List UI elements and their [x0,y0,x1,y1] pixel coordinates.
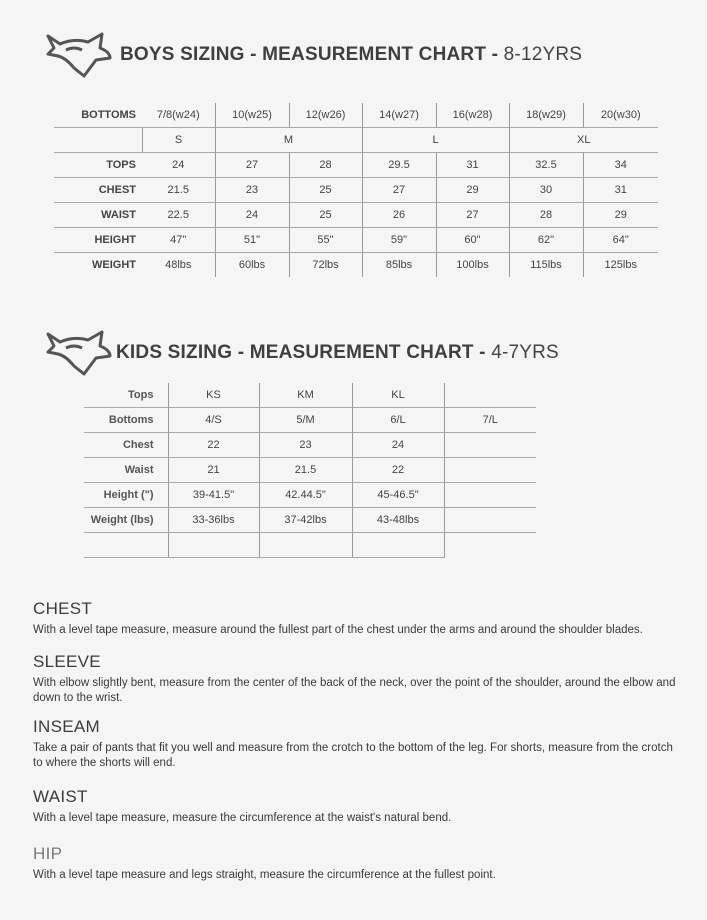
size-cell-l: L [362,128,509,153]
kids-heading [44,328,559,378]
table-cell: 10(w25) [215,103,289,128]
table-row [54,228,658,253]
table-cell: 29 [583,203,658,228]
guide-heading: CHEST [33,599,93,618]
row-label-waist: WAIST [54,203,142,228]
table-cell: 51" [215,228,289,253]
table-cell [444,383,536,408]
table-cell: 21 [168,458,259,483]
row-label-bottoms: BOTTOMS [54,103,142,128]
guide-chest [33,599,683,638]
guide-waist [33,787,683,826]
boys-age-range: 8-12YRS [503,44,583,65]
table-cell-empty [54,128,142,153]
table-cell: 37-42lbs [259,508,352,533]
size-cell-s: S [142,128,215,153]
table-cell: 5/M [259,408,352,433]
table-row [84,433,536,458]
table-cell: 12(w26) [289,103,362,128]
row-label-height: Height (") [84,483,168,508]
table-cell: 27 [362,178,436,203]
table-cell: 28 [289,153,362,178]
table-cell: 42.44.5" [259,483,352,508]
table-cell: 59" [362,228,436,253]
size-cell-m: M [215,128,362,153]
fox-head-logo-icon [44,328,114,378]
row-label-chest: Chest [84,433,168,458]
fox-head-logo-icon [44,30,114,80]
table-cell: 24 [352,433,444,458]
table-row [54,253,658,278]
table-cell: 125lbs [604,259,637,271]
table-cell: 33-36lbs [168,508,259,533]
table-cell: 23 [259,433,352,458]
table-cell-empty [168,533,259,558]
table-cell: 21.5 [259,458,352,483]
table-cell: 47" [142,228,215,253]
row-label-bottoms: Bottoms [84,408,168,433]
guide-text: With a level tape measure, measure the circumference at the waist's natural bend. [33,812,452,824]
table-cell: 60" [436,228,509,253]
table-cell: 28 [509,203,583,228]
kids-title: KIDS SIZING - MEASUREMENT CHART - 4-7YRS [116,342,559,363]
boys-title: BOYS SIZING - MEASUREMENT CHART - 8-12YRS [120,44,583,65]
table-cell: 72lbs [289,253,362,278]
row-label-chest: CHEST [54,178,142,203]
table-cell: 7/L [444,408,536,433]
table-cell: 29.5 [362,153,436,178]
table-cell: 24 [142,153,215,178]
guide-heading: INSEAM [33,717,100,736]
table-cell: KL [352,383,444,408]
table-cell: 62" [509,228,583,253]
guide-text: With a level tape measure and legs straight, measure the circumference at the fullest point. [33,869,496,881]
guide-text: With a level tape measure, measure around the fullest part of the chest under the arms and around the shoulder blades. [33,624,643,636]
table-cell-empty [352,533,444,558]
table-cell: 20(w30) [583,103,658,128]
table-row [84,458,536,483]
table-cell: 64" [583,228,658,253]
guide-hip [33,844,683,883]
table-cell: 26 [362,203,436,228]
table-row [84,483,536,508]
guide-text: With elbow slightly bent, measure from the center of the back of the neck, over the point of the shoulder, around the elbow and down to the wrist. [33,677,676,704]
guide-heading: WAIST [33,787,88,806]
table-cell-empty [259,533,352,558]
table-cell: 85lbs [362,253,436,278]
row-label-weight: WEIGHT [92,259,136,271]
table-cell: 27 [436,203,509,228]
table-cell: 55" [289,228,362,253]
size-cell-xl: XL [509,128,658,153]
table-cell [444,508,536,533]
table-cell: 22 [168,433,259,458]
table-row [84,508,536,533]
table-cell: 48lbs [142,253,215,278]
table-cell: 24 [215,203,289,228]
table-cell: 7/8(w24) [142,103,215,128]
guide-heading: SLEEVE [33,652,101,671]
table-cell: 60lbs [215,253,289,278]
table-cell: 16(w28) [436,103,509,128]
row-label-height: HEIGHT [54,228,142,253]
table-row [84,533,536,558]
table-cell [444,433,536,458]
boys-size-table [54,103,658,277]
table-cell: 43-48lbs [352,508,444,533]
row-label-weight: Weight (lbs) [84,508,168,533]
row-label-waist: Waist [84,458,168,483]
table-cell: 18(w29) [509,103,583,128]
table-cell: 27 [215,153,289,178]
table-cell [444,458,536,483]
table-cell: 45-46.5" [352,483,444,508]
table-cell: 31 [583,178,658,203]
guide-inseam [33,717,683,771]
boys-heading [44,30,582,80]
table-cell-empty [84,533,168,558]
table-row [54,178,658,203]
table-row [84,408,536,433]
table-cell: 25 [289,178,362,203]
row-label-tops: Tops [84,383,168,408]
table-cell: 39-41.5" [168,483,259,508]
table-cell: 100lbs [436,253,509,278]
table-cell: 31 [436,153,509,178]
table-cell: KM [259,383,352,408]
kids-age-range: 4-7YRS [491,342,559,363]
table-row [54,203,658,228]
row-label-tops: TOPS [54,153,142,178]
table-cell: 30 [509,178,583,203]
table-row [54,103,658,128]
guide-heading: HIP [33,844,63,863]
table-row [54,153,658,178]
table-cell: 25 [289,203,362,228]
kids-size-table [84,383,536,558]
table-cell: 115lbs [509,253,583,278]
table-cell: 22.5 [142,203,215,228]
table-cell: 4/S [168,408,259,433]
table-cell: 14(w27) [362,103,436,128]
table-cell: 6/L [352,408,444,433]
guide-text: Take a pair of pants that fit you well and measure from the crotch to the bottom of the leg. For shorts, measure from the crotch to where the shorts will end. [33,742,673,769]
table-cell: 21.5 [142,178,215,203]
table-cell [444,483,536,508]
table-cell: 22 [352,458,444,483]
table-cell: 32.5 [509,153,583,178]
table-cell-empty [444,533,536,558]
table-row [54,128,658,153]
table-cell: 29 [436,178,509,203]
table-row [84,383,536,408]
table-cell: 34 [583,153,658,178]
guide-sleeve [33,652,683,706]
table-cell: 23 [215,178,289,203]
table-cell: KS [168,383,259,408]
